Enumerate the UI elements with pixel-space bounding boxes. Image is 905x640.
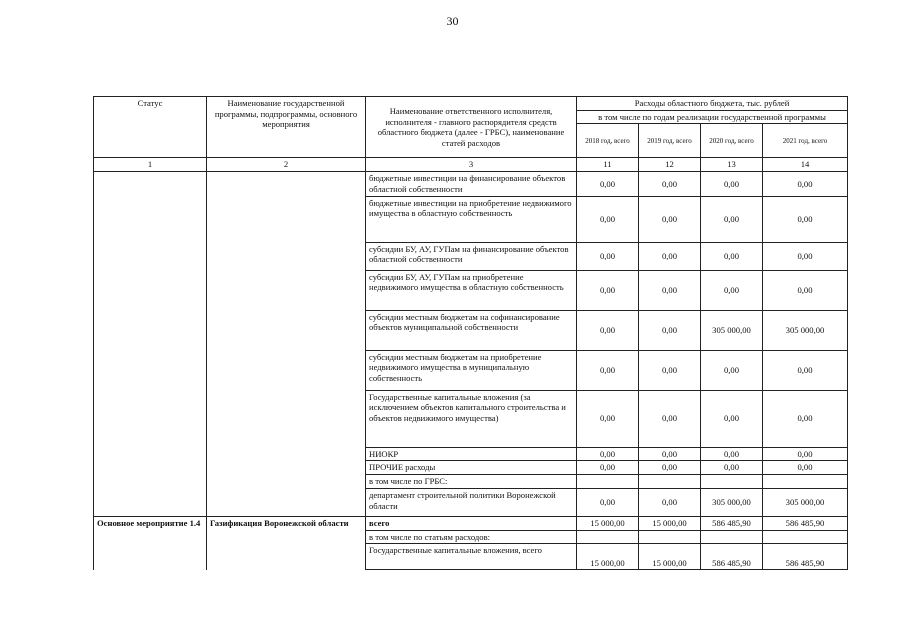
value-2020: 0,00: [701, 350, 763, 390]
value-2019: [639, 475, 701, 489]
header-year-2019: 2019 год, всего: [639, 124, 701, 158]
budget-table: [93, 96, 848, 570]
header-row-1: [94, 97, 848, 111]
index-cell: 11: [577, 158, 639, 172]
value-2019: 0,00: [639, 461, 701, 475]
value-2020: [701, 530, 763, 544]
value-2020: 0,00: [701, 270, 763, 310]
value-2018: 0,00: [577, 461, 639, 475]
value-2020: 0,00: [701, 172, 763, 196]
value-2019: 0,00: [639, 270, 701, 310]
header-year-2020: 2020 год, всего: [701, 124, 763, 158]
row-label: субсидии местным бюджетам на приобретение недвижимого имущества в муниципальную собственность: [366, 350, 577, 390]
index-row: [94, 158, 848, 172]
measure-name: Газификация Воронежской области: [207, 516, 366, 569]
row-label: в том числе по статьям расходов:: [366, 530, 577, 544]
value-2021: 0,00: [763, 172, 848, 196]
row-label: бюджетные инвестиции на приобретение недвижимого имущества в областную собственность: [366, 196, 577, 242]
row-label: департамент строительной политики Воронежской области: [366, 488, 577, 516]
value-2018: 0,00: [577, 390, 639, 447]
status-cell-empty: [94, 172, 207, 517]
value-2021: 305 000,00: [763, 310, 848, 350]
row-label: бюджетные инвестиции на финансирование объектов областной собственности: [366, 172, 577, 196]
value-2020: 0,00: [701, 447, 763, 461]
row-label: Государственные капитальные вложения (за исключением объектов капитального строительства и объектов недвижимого имущества): [366, 390, 577, 447]
value-2021: 0,00: [763, 390, 848, 447]
value-2019: 15 000,00: [639, 544, 701, 570]
index-cell: 13: [701, 158, 763, 172]
value-2021: 586 485,90: [763, 544, 848, 570]
row-label: Государственные капитальные вложения, всего: [366, 544, 577, 570]
value-2018: 15 000,00: [577, 544, 639, 570]
value-2018: 15 000,00: [577, 516, 639, 530]
value-2021: 586 485,90: [763, 516, 848, 530]
value-2018: 0,00: [577, 310, 639, 350]
row-label: субсидии БУ, АУ, ГУПам на финансирование объектов областной собственности: [366, 242, 577, 270]
value-2020: 586 485,90: [701, 544, 763, 570]
value-2019: 0,00: [639, 172, 701, 196]
value-2020: 0,00: [701, 242, 763, 270]
value-2020: 0,00: [701, 390, 763, 447]
value-2018: 0,00: [577, 196, 639, 242]
value-2020: 305 000,00: [701, 488, 763, 516]
header-program-name: Наименование государственной программы, подпрограммы, основного мероприятия: [207, 97, 366, 158]
page-number: 30: [446, 14, 459, 28]
row-label: всего: [366, 516, 577, 530]
value-2021: 0,00: [763, 447, 848, 461]
value-2018: 0,00: [577, 270, 639, 310]
measure-row-total: [94, 516, 848, 530]
value-2020: 586 485,90: [701, 516, 763, 530]
value-2021: 0,00: [763, 350, 848, 390]
value-2019: 0,00: [639, 488, 701, 516]
header-year-2021: 2021 год, всего: [763, 124, 848, 158]
row-label: субсидии местным бюджетам на софинансирование объектов муниципальной собственности: [366, 310, 577, 350]
measure-status: Основное мероприятие 1.4: [94, 516, 207, 569]
value-2019: 0,00: [639, 447, 701, 461]
row-label: субсидии БУ, АУ, ГУПам на приобретение недвижимого имущества в областную собственность: [366, 270, 577, 310]
value-2021: [763, 475, 848, 489]
value-2018: [577, 475, 639, 489]
table-row: [94, 172, 848, 196]
row-label: ПРОЧИЕ расходы: [366, 461, 577, 475]
index-cell: 2: [207, 158, 366, 172]
value-2018: 0,00: [577, 242, 639, 270]
header-executor: Наименование ответственного исполнителя, исполнителя - главного распорядителя средств областного бюджета (далее - ГРБС), наименование статей расходов: [366, 97, 577, 158]
value-2021: 0,00: [763, 242, 848, 270]
value-2018: [577, 530, 639, 544]
value-2018: 0,00: [577, 447, 639, 461]
value-2019: 0,00: [639, 350, 701, 390]
index-cell: 3: [366, 158, 577, 172]
value-2021: 305 000,00: [763, 488, 848, 516]
row-label: НИОКР: [366, 447, 577, 461]
value-2018: 0,00: [577, 488, 639, 516]
index-cell: 14: [763, 158, 848, 172]
value-2021: 0,00: [763, 461, 848, 475]
program-cell-empty: [207, 172, 366, 517]
value-2019: 0,00: [639, 390, 701, 447]
value-2021: [763, 530, 848, 544]
value-2020: 305 000,00: [701, 310, 763, 350]
value-2019: 0,00: [639, 242, 701, 270]
value-2019: [639, 530, 701, 544]
value-2020: [701, 475, 763, 489]
index-cell: 12: [639, 158, 701, 172]
header-status: Статус: [94, 97, 207, 158]
header-expenses: Расходы областного бюджета, тыс. рублей: [577, 97, 848, 111]
header-by-years: в том числе по годам реализации государственной программы: [577, 110, 848, 124]
value-2020: 0,00: [701, 461, 763, 475]
header-year-2018: 2018 год, всего: [577, 124, 639, 158]
value-2018: 0,00: [577, 172, 639, 196]
value-2021: 0,00: [763, 196, 848, 242]
value-2019: 15 000,00: [639, 516, 701, 530]
row-label: в том числе по ГРБС:: [366, 475, 577, 489]
index-cell: 1: [94, 158, 207, 172]
value-2020: 0,00: [701, 196, 763, 242]
value-2021: 0,00: [763, 270, 848, 310]
value-2019: 0,00: [639, 310, 701, 350]
value-2019: 0,00: [639, 196, 701, 242]
value-2018: 0,00: [577, 350, 639, 390]
